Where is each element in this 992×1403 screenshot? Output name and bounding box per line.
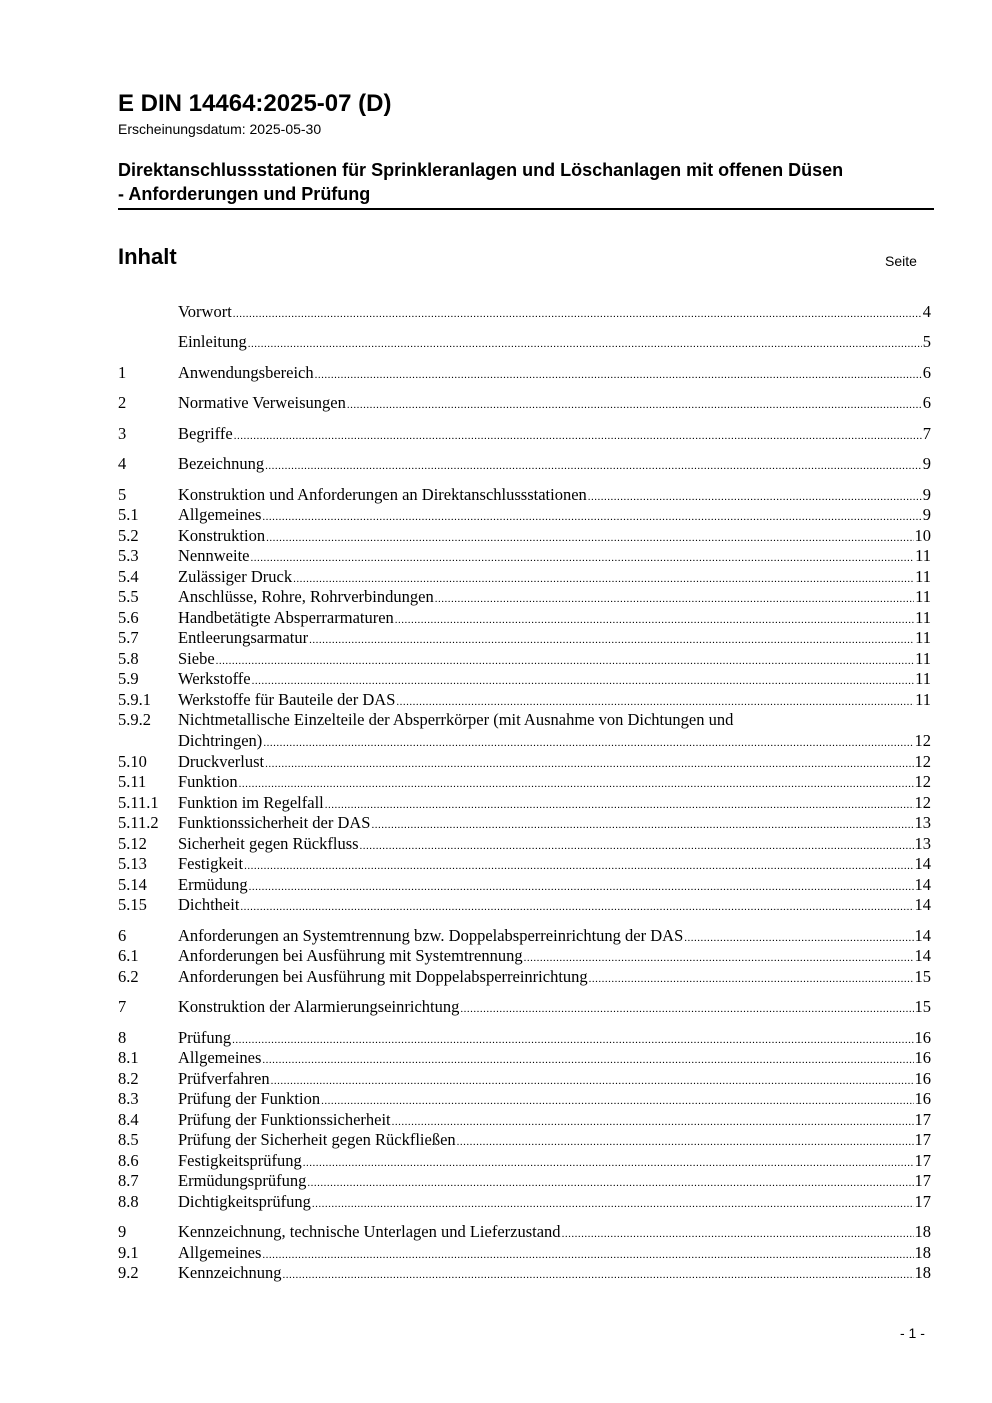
toc-entry-page: 17 [914, 1192, 931, 1211]
publication-date: Erscheinungsdatum: 2025-05-30 [118, 121, 322, 137]
toc-entry-number: 6.2 [118, 967, 139, 986]
toc-entry-number: 5.12 [118, 834, 147, 853]
toc-entry[interactable] [118, 689, 931, 710]
toc-entry-number: 5.1 [118, 505, 139, 524]
toc-entry-number: 5.9.2 [118, 710, 151, 729]
toc-entry-number: 6.1 [118, 946, 139, 965]
toc-entry[interactable] [118, 996, 931, 1017]
toc-entry[interactable] [118, 504, 931, 525]
toc-entry[interactable] [118, 1191, 931, 1212]
toc-entry[interactable] [118, 1047, 931, 1068]
toc-dot-leader [248, 334, 922, 355]
toc-entry[interactable] [118, 812, 931, 833]
toc-entry-page: 15 [914, 997, 931, 1016]
toc-entry-page: 17 [914, 1110, 931, 1129]
toc-entry-title: Prüfung der Sicherheit gegen Rückfließen [178, 1130, 456, 1149]
toc-entry-number: 5.11.2 [118, 813, 159, 832]
toc-entry-page: 14 [914, 854, 931, 873]
toc-entry[interactable] [118, 586, 931, 607]
toc-entry-page: 18 [914, 1263, 931, 1282]
toc-entry-number: 8.1 [118, 1048, 139, 1067]
toc-entry-page: 16 [914, 1089, 931, 1108]
toc-entry[interactable] [118, 853, 931, 874]
toc-dot-leader [283, 1265, 914, 1286]
toc-entry-title: Funktion im Regelfall [178, 793, 324, 812]
toc-entry-title: Bezeichnung [178, 454, 265, 473]
toc-entry-page: 16 [914, 1069, 931, 1088]
toc-entry-page: 9 [922, 485, 931, 504]
toc-entry-number: 9.2 [118, 1263, 139, 1282]
toc-heading: Inhalt [118, 244, 177, 269]
toc-entry-page: 18 [914, 1243, 931, 1262]
toc-entry[interactable] [118, 392, 931, 413]
toc-entry[interactable] [118, 945, 931, 966]
toc-entry-page: 12 [914, 731, 931, 750]
toc-entry-title: Prüfung [178, 1028, 232, 1047]
toc-entry-number: 4 [118, 454, 127, 473]
toc-entry[interactable] [118, 484, 931, 505]
toc-entry-number: 5.11.1 [118, 793, 159, 812]
toc-entry-title: Siebe [178, 649, 215, 668]
toc-entry-page: 12 [914, 752, 931, 771]
toc-entry-page: 13 [914, 813, 931, 832]
toc-entry-title: Konstruktion der Alarmierungseinrichtung [178, 997, 460, 1016]
toc-entry-title-continued: Dichtringen) [178, 731, 263, 750]
toc-entry-title: Begriffe [178, 424, 233, 443]
toc-entry-number: 8.4 [118, 1110, 139, 1129]
toc-entry-page: 13 [914, 834, 931, 853]
toc-entry[interactable] [118, 1109, 931, 1130]
toc-entry-number: 5.8 [118, 649, 139, 668]
toc-entry-title: Anforderungen bei Ausführung mit Doppelabsperreinrichtung [178, 967, 588, 986]
toc-entry[interactable] [118, 1221, 931, 1242]
toc-entry-title: Ermüdungsprüfung [178, 1171, 307, 1190]
toc-entry-page: 18 [914, 1222, 931, 1241]
toc-entry[interactable] [118, 709, 931, 751]
toc-entry-page: 17 [914, 1171, 931, 1190]
toc-entry-number: 5.13 [118, 854, 147, 873]
toc-entry-page: 14 [914, 895, 931, 914]
toc-dot-leader [233, 304, 922, 325]
toc-entry-page: 6 [922, 393, 931, 412]
toc-entry-number: 8.6 [118, 1151, 139, 1170]
toc-entry[interactable] [118, 453, 931, 474]
toc-entry[interactable] [118, 301, 931, 322]
toc-entry-title: Allgemeines [178, 1048, 262, 1067]
toc-entry-number: 5.4 [118, 567, 139, 586]
toc-entry[interactable] [118, 833, 931, 854]
toc-dot-leader [312, 1194, 914, 1215]
toc-page-column-label: Seite [885, 253, 917, 269]
toc-entry[interactable] [118, 607, 931, 628]
toc-dot-leader [234, 426, 922, 447]
toc-entry-title: Anforderungen an Systemtrennung bzw. Doppelabsperreinrichtung der DAS [178, 926, 684, 945]
document-title-line-1: Direktanschlussstationen für Sprinkleranlagen und Löschanlagen mit offenen Düsen [118, 160, 844, 180]
document-id: E DIN 14464:2025-07 (D) [118, 90, 392, 117]
toc-entry-title: Werkstoffe für Bauteile der DAS [178, 690, 396, 709]
toc-entry-title: Prüfung der Funktion [178, 1089, 321, 1108]
toc-entry[interactable] [118, 1242, 931, 1263]
toc-entry[interactable] [118, 751, 931, 772]
toc-dot-leader [589, 969, 914, 990]
toc-entry[interactable] [118, 1088, 931, 1109]
toc-entry[interactable] [118, 966, 931, 987]
toc-entry-number: 8.5 [118, 1130, 139, 1149]
toc-entry-page: 11 [915, 628, 931, 647]
toc-entry-page: 14 [914, 926, 931, 945]
toc-dot-leader [265, 456, 922, 477]
toc-entry-title: Werkstoffe [178, 669, 251, 688]
document-title-line-2: - Anforderungen und Prüfung [118, 184, 371, 204]
toc-dot-leader [347, 395, 922, 416]
toc-entry-title: Prüfung der Funktionssicherheit [178, 1110, 391, 1129]
toc-entry[interactable] [118, 1068, 931, 1089]
toc-entry-number: 5.9.1 [118, 690, 151, 709]
toc-entry-page: 14 [914, 946, 931, 965]
toc-entry-page: 11 [915, 669, 931, 688]
toc-entry-number: 5.10 [118, 752, 147, 771]
toc-entry-number: 5.14 [118, 875, 147, 894]
toc-entry-title: Druckverlust [178, 752, 265, 771]
toc-entry-number: 7 [118, 997, 127, 1016]
toc-entry-page: 17 [914, 1130, 931, 1149]
toc-entry[interactable] [118, 1170, 931, 1191]
toc-entry-title: Vorwort [178, 302, 232, 321]
toc-entry[interactable] [118, 1027, 931, 1048]
toc-entry-number: 5.3 [118, 546, 139, 565]
toc-entry-page: 11 [915, 587, 931, 606]
toc-entry-title: Einleitung [178, 332, 247, 351]
toc-entry-title: Handbetätigte Absperrarmaturen [178, 608, 394, 627]
toc-entry-page: 11 [915, 567, 931, 586]
toc-entry-page: 15 [914, 967, 931, 986]
toc-entry-page: 11 [915, 608, 931, 627]
toc-entry-page: 7 [922, 424, 931, 443]
toc-dot-leader [240, 897, 913, 918]
toc-dot-leader [460, 999, 913, 1020]
toc-entry-number: 1 [118, 363, 127, 382]
toc-entry[interactable] [118, 1262, 931, 1283]
toc-entry-number: 5.6 [118, 608, 139, 627]
toc-entry-page: 12 [914, 793, 931, 812]
toc-dot-leader [315, 365, 922, 386]
toc-entry[interactable] [118, 648, 931, 669]
toc-entry-number: 8.3 [118, 1089, 139, 1108]
toc-entry[interactable] [118, 362, 931, 383]
toc-entry-title: Festigkeitsprüfung [178, 1151, 302, 1170]
toc-entry-title: Funktionssicherheit der DAS [178, 813, 371, 832]
toc-entry-title: Entleerungsarmatur [178, 628, 309, 647]
toc-entry-number: 5 [118, 485, 127, 504]
toc-entry-title: Anwendungsbereich [178, 363, 314, 382]
toc-entry-title: Konstruktion und Anforderungen an Direktanschlussstationen [178, 485, 587, 504]
toc-entry-title: Nennweite [178, 546, 250, 565]
toc-entry-number: 9 [118, 1222, 127, 1241]
toc-entry-number: 2 [118, 393, 127, 412]
toc-entry-page: 6 [922, 363, 931, 382]
toc-entry-page: 17 [914, 1151, 931, 1170]
toc-entry-page: 9 [922, 505, 931, 524]
toc-entry[interactable] [118, 566, 931, 587]
toc-entry-page: 16 [914, 1048, 931, 1067]
toc-entry-title: Ermüdung [178, 875, 248, 894]
toc-entry[interactable] [118, 627, 931, 648]
toc-entry[interactable] [118, 771, 931, 792]
toc-entry-page: 11 [915, 546, 931, 565]
toc-entry[interactable] [118, 545, 931, 566]
toc-entry-number: 9.1 [118, 1243, 139, 1262]
toc-entry-title: Kennzeichnung [178, 1263, 282, 1282]
toc-entry[interactable] [118, 525, 931, 546]
toc-entry-page: 16 [914, 1028, 931, 1047]
toc-entry[interactable] [118, 925, 931, 946]
toc-entry-number: 5.5 [118, 587, 139, 606]
toc-entry-number: 5.9 [118, 669, 139, 688]
toc-entry[interactable] [118, 874, 931, 895]
toc-entry-title: Kennzeichnung, technische Unterlagen und Lieferzustand [178, 1222, 561, 1241]
toc-entry-page: 14 [914, 875, 931, 894]
toc-entry-number: 8.7 [118, 1171, 139, 1190]
toc-entry[interactable] [118, 331, 931, 352]
document-title [118, 158, 934, 210]
toc-entry-title: Konstruktion [178, 526, 266, 545]
toc-entry-page: 11 [915, 690, 931, 709]
toc-entry-title: Sicherheit gegen Rückfluss [178, 834, 359, 853]
toc-entry-page: 10 [914, 526, 931, 545]
toc-entry-page: 12 [914, 772, 931, 791]
toc-entry-title: Funktion [178, 772, 238, 791]
toc-entry-title: Normative Verweisungen [178, 393, 346, 412]
toc-entry-title: Zulässiger Druck [178, 567, 293, 586]
toc-entry-page: 9 [922, 454, 931, 473]
page-number: - 1 - [900, 1325, 925, 1341]
toc-entry[interactable] [118, 894, 931, 915]
toc-entry-number: 6 [118, 926, 127, 945]
toc-entry[interactable] [118, 1129, 931, 1150]
toc-entry-title: Nichtmetallische Einzelteile der Absperrkörper (mit Ausnahme von Dichtungen und [178, 710, 734, 729]
toc-entry-number: 5.7 [118, 628, 139, 647]
toc-entry-number: 5.2 [118, 526, 139, 545]
toc-entry-number: 5.15 [118, 895, 147, 914]
toc-entry-title: Allgemeines [178, 1243, 262, 1262]
toc-entry[interactable] [118, 1150, 931, 1171]
toc-entry-title: Allgemeines [178, 505, 262, 524]
toc-entry-title: Dichtheit [178, 895, 240, 914]
toc-entry-number: 8 [118, 1028, 127, 1047]
toc-entry-number: 3 [118, 424, 127, 443]
toc-entry-title: Anforderungen bei Ausführung mit Systemtrennung [178, 946, 523, 965]
toc-entry-number: 8.8 [118, 1192, 139, 1211]
toc-entry-title: Festigkeit [178, 854, 244, 873]
toc-entry[interactable] [118, 668, 931, 689]
toc-entry-title: Anschlüsse, Rohre, Rohrverbindungen [178, 587, 434, 606]
toc-entry-number: 5.11 [118, 772, 147, 791]
toc-entry-page: 5 [922, 332, 931, 351]
toc-entry[interactable] [118, 792, 931, 813]
toc-entry-title: Dichtigkeitsprüfung [178, 1192, 311, 1211]
toc-entry[interactable] [118, 423, 931, 444]
toc-entry-number: 8.2 [118, 1069, 139, 1088]
toc-entry-page: 4 [922, 302, 931, 321]
toc-entry-page: 11 [915, 649, 931, 668]
toc-entry-title: Prüfverfahren [178, 1069, 270, 1088]
